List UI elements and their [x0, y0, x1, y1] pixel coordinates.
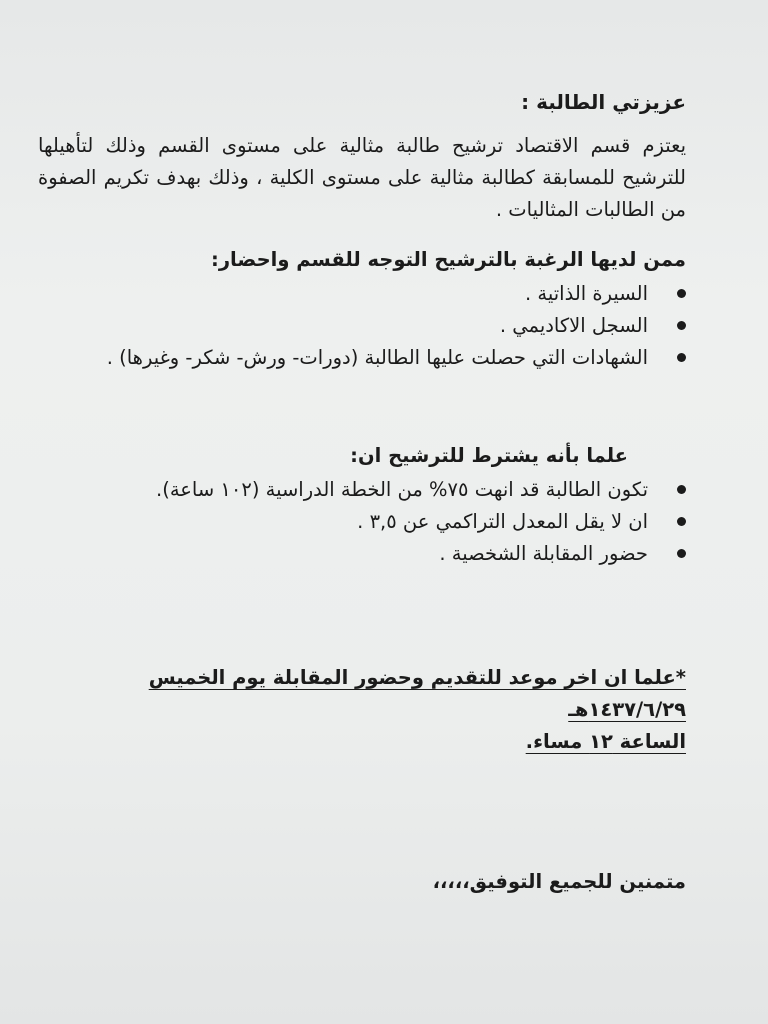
list-item-text: حضور المقابلة الشخصية . — [439, 542, 648, 565]
list-item-text: تكون الطالبة قد انهت ٧٥% من الخطة الدراسية (١٠٢ ساعة). — [156, 478, 648, 501]
closing-line: متمنين للجميع التوفيق،،،،، — [432, 870, 686, 893]
list-item — [38, 310, 686, 342]
greeting: عزيزتي الطالبة : — [521, 90, 686, 114]
list-item — [38, 278, 686, 310]
announcement-letter — [38, 82, 686, 918]
required-documents-list — [38, 278, 686, 374]
list-item — [38, 342, 686, 374]
conditions-heading: علما بأنه يشترط للترشيح ان: — [350, 444, 628, 467]
bullet-icon — [677, 289, 686, 298]
bullet-icon — [677, 517, 686, 526]
list-item-text: الشهادات التي حصلت عليها الطالبة (دورات- ورش- شكر- وغيرها) . — [106, 346, 648, 369]
required-documents-heading: ممن لديها الرغبة بالترشيح التوجه للقسم واحضار: — [211, 248, 686, 271]
list-item — [38, 538, 686, 570]
list-item-text: السجل الاكاديمي . — [499, 314, 648, 337]
intro-paragraph: يعتزم قسم الاقتصاد ترشيح طالبة مثالية على مستوى القسم وذلك لتأهيلها للترشيح للمسابقة كطالبة مثالية على مستوى الكلية ، وذلك بهدف تكريم الصفوة من الطالبات المثاليات . — [38, 134, 686, 221]
list-item-text: السيرة الذاتية . — [525, 282, 648, 305]
list-item — [38, 474, 686, 506]
deadline-line-1: *علما ان اخر موعد للتقديم وحضور المقابلة يوم الخميس ١٤٣٧/٦/٢٩هـ — [148, 666, 686, 721]
list-item-text: ان لا يقل المعدل التراكمي عن ٣,٥ . — [357, 510, 648, 533]
bullet-icon — [677, 321, 686, 330]
bullet-icon — [677, 353, 686, 362]
conditions-list — [38, 474, 686, 570]
bullet-icon — [677, 485, 686, 494]
bullet-icon — [677, 549, 686, 558]
deadline-notice — [38, 662, 686, 758]
list-item — [38, 506, 686, 538]
deadline-line-2: الساعة ١٢ مساء. — [525, 730, 686, 753]
